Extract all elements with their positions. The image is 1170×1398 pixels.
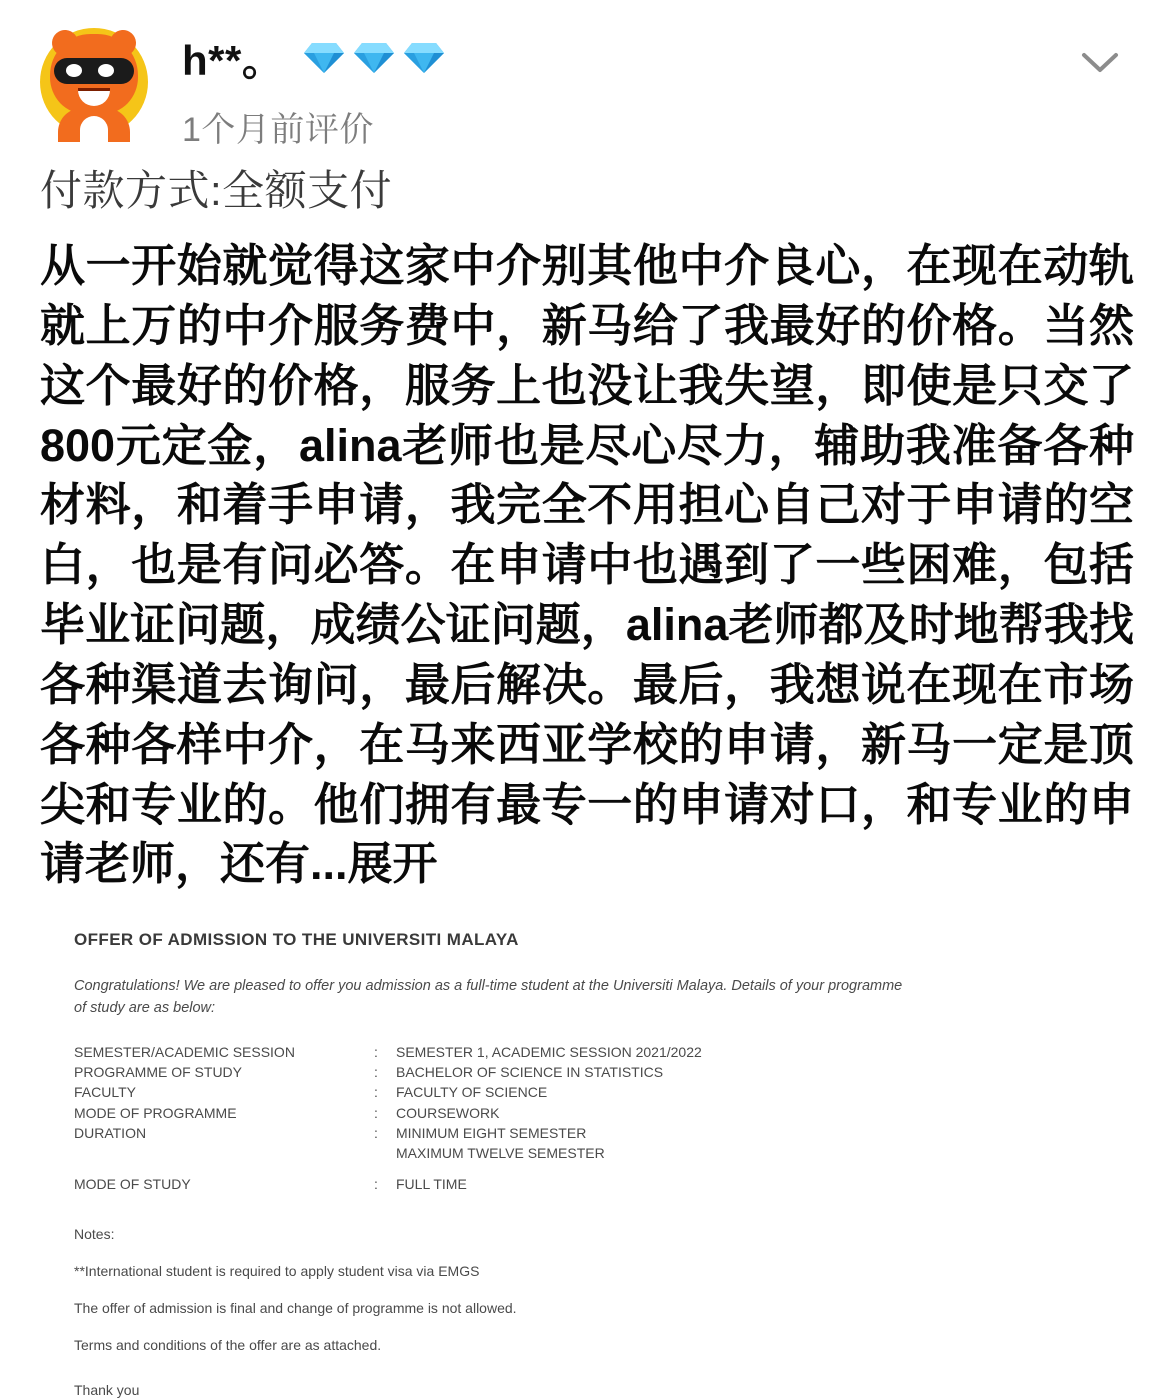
row-colon: : bbox=[374, 1084, 378, 1101]
row-value-line2: MAXIMUM TWELVE SEMESTER bbox=[396, 1145, 605, 1162]
user-name: h**。 bbox=[182, 37, 285, 84]
expand-button[interactable]: 展开 bbox=[347, 838, 438, 890]
header-text bbox=[182, 26, 1140, 151]
row-label: PROGRAMME OF STUDY bbox=[74, 1064, 243, 1081]
doc-title: OFFER OF ADMISSION TO THE UNIVERSITI MALAYA bbox=[74, 930, 519, 950]
row-value bbox=[396, 1123, 1134, 1164]
row-value: SEMESTER 1, ACADEMIC SESSION 2021/2022 bbox=[396, 1043, 702, 1060]
row-colon: : bbox=[374, 1124, 378, 1141]
row-value: COURSEWORK bbox=[396, 1104, 500, 1121]
row-label: DURATION bbox=[74, 1124, 147, 1141]
review-content bbox=[0, 218, 1170, 894]
row-colon: : bbox=[374, 1043, 378, 1060]
chevron-down-icon[interactable] bbox=[1074, 36, 1126, 88]
row-label: MODE OF STUDY bbox=[74, 1175, 191, 1192]
doc-thanks: Thank you bbox=[74, 1381, 140, 1398]
avatar-eye-left bbox=[66, 64, 82, 77]
badge-group bbox=[302, 41, 446, 75]
doc-details-table bbox=[36, 1042, 1134, 1194]
avatar-bib bbox=[80, 116, 108, 142]
attachment-image[interactable] bbox=[0, 920, 1170, 1398]
review-text: 从一开始就觉得这家中介别其他中介良心，在现在动轨就上万的中介服务费中，新马给了我最好的价格。当然这个最好的价格，服务上也没让我失望，即使是只交了800元定金，alina老师也是尽心尽力，辅助我准备各种材料，和着手申请，我完全不用担心自己对于申请的空白，也是有问必答。在申请中也遇到了一些困难，包括毕业证问题，成绩公证问题，alina老师都及时地帮我找各种渠道去询问，最后解决。最后，我想说在现在市场各种各样中介，在马来西亚学校的申请，新马一定是顶尖和专业的。他们拥有最专一的申请对口，和专业的申请老师，还有 bbox=[40, 240, 1134, 890]
row-label: SEMESTER/ACADEMIC SESSION bbox=[74, 1043, 295, 1060]
doc-notes bbox=[36, 1224, 1134, 1356]
row-value: FULL TIME bbox=[396, 1175, 467, 1192]
note-item: Terms and conditions of the offer are as attached. bbox=[74, 1336, 382, 1353]
note-item: **International student is required to apply student visa via EMGS bbox=[74, 1262, 480, 1279]
note-item: The offer of admission is final and change of programme is not allowed. bbox=[74, 1299, 517, 1316]
table-row bbox=[74, 1123, 1134, 1164]
row-value: BACHELOR OF SCIENCE IN STATISTICS bbox=[396, 1064, 664, 1081]
row-label: MODE OF PROGRAMME bbox=[74, 1104, 237, 1121]
table-row bbox=[74, 1062, 1134, 1082]
row-colon: : bbox=[374, 1104, 378, 1121]
table-row bbox=[74, 1103, 1134, 1123]
name-row bbox=[182, 30, 1140, 86]
offer-letter-document bbox=[36, 920, 1134, 1398]
row-colon: : bbox=[374, 1064, 378, 1081]
review-time: 1个月前评价 bbox=[182, 111, 374, 149]
review-ellipsis: ... bbox=[310, 838, 348, 890]
avatar[interactable] bbox=[40, 28, 148, 136]
diamond-icon bbox=[402, 41, 446, 75]
row-label: FACULTY bbox=[74, 1084, 136, 1101]
row-value: FACULTY OF SCIENCE bbox=[396, 1084, 548, 1101]
payment-method: 付款方式:全额支付 bbox=[40, 167, 393, 214]
avatar-eye-right bbox=[98, 64, 114, 77]
table-row bbox=[74, 1042, 1134, 1062]
row-value-line1: MINIMUM EIGHT SEMESTER bbox=[396, 1124, 587, 1141]
review-header bbox=[0, 0, 1170, 149]
diamond-icon bbox=[302, 41, 346, 75]
table-row bbox=[74, 1082, 1134, 1102]
table-row bbox=[74, 1174, 1134, 1194]
row-colon: : bbox=[374, 1175, 378, 1192]
diamond-icon bbox=[352, 41, 396, 75]
doc-intro: Congratulations! We are pleased to offer you admission as a full-time student at the Universiti Malaya. Details of your programme of study are as below: bbox=[74, 978, 903, 1017]
notes-title: Notes: bbox=[74, 1225, 115, 1242]
